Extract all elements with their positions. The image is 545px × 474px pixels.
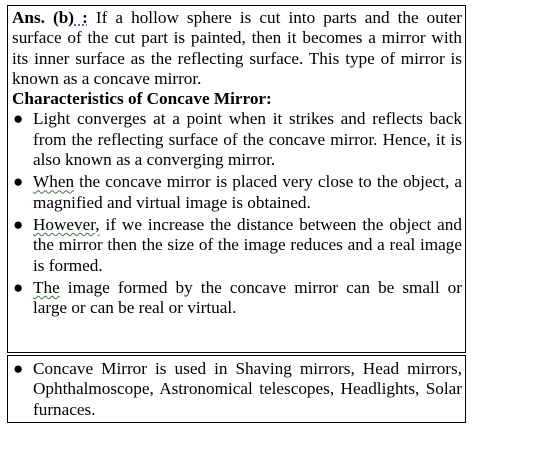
uses-box: [7, 355, 466, 423]
list-item: ● However, if we increase the distance between the object and the mirror then the size of the image reduces and a real image is formed.: [13, 214, 462, 275]
bullet-icon: ●: [13, 359, 24, 378]
list-item: ● Concave Mirror is used in Shaving mirrors, Head mirrors, Ophthalmoscope, Astronomical telescopes, Headlights, Solar furnaces.: [13, 359, 462, 419]
list-item: ● The image formed by the concave mirror can be small or large or can be real or virtual.: [13, 277, 462, 318]
answer-label: Ans. (b) :: [12, 8, 88, 27]
list-item: ● When the concave mirror is placed very close to the object, a magnified and virtual image is obtained.: [13, 172, 462, 212]
bullet-icon: ●: [13, 214, 24, 234]
bullet-icon: ●: [13, 172, 24, 192]
characteristics-heading: Characteristics of Concave Mirror:: [12, 89, 272, 109]
answer-text: If a hollow sphere is cut into parts and the outer surface of the cut part is painted, then it becomes a mirror with its inner surface as the reflecting surface. This type of mirror is known as a concave mirror.: [12, 8, 462, 88]
answer-paragraph: [8, 6, 465, 89]
uses-list: [8, 356, 465, 420]
characteristics-list: [8, 109, 465, 318]
bullet-icon: ●: [13, 277, 24, 297]
list-item: ● Light converges at a point when it strikes and reflects back from the reflecting surface of the concave mirror. Hence, it is also known as a converging mirror.: [13, 109, 462, 170]
answer-box: [7, 5, 466, 353]
bullet-icon: ●: [13, 109, 24, 129]
